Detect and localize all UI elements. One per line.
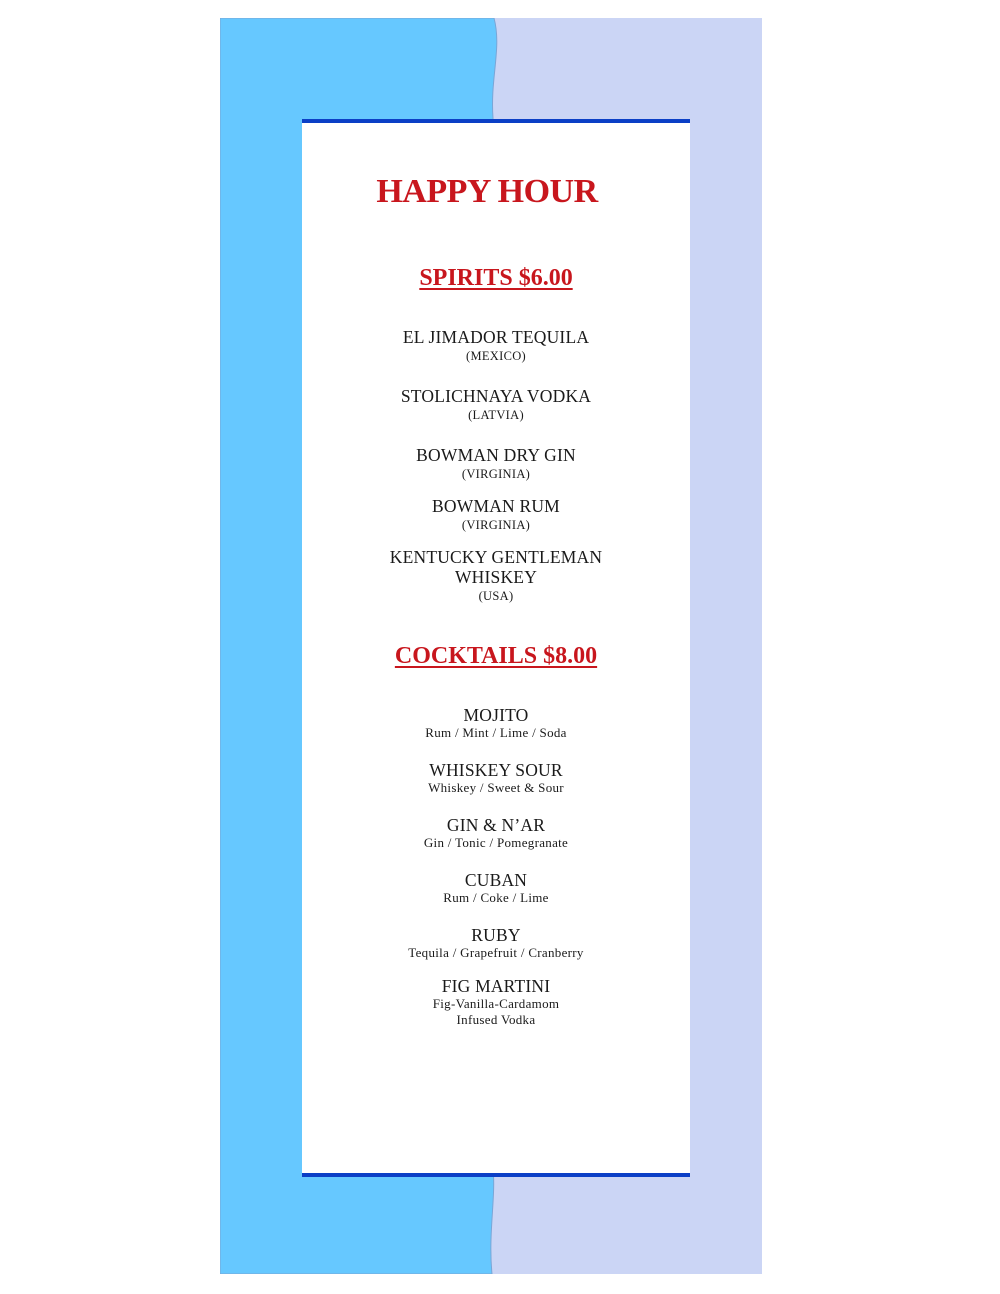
menu-card — [302, 119, 690, 1177]
spirit-item — [302, 327, 690, 364]
cocktail-description-line1: Fig-Vanilla-Cardamom — [432, 996, 560, 1011]
cocktail-description: Gin / Tonic / Pomegranate — [423, 835, 569, 850]
spirit-name: EL JIMADOR TEQUILA — [402, 327, 590, 347]
spirit-name-line1: KENTUCKY GENTLEMAN — [389, 547, 603, 567]
cocktail-name: FIG MARTINI — [441, 976, 551, 996]
spirit-item — [302, 496, 690, 533]
cocktail-item — [302, 760, 690, 796]
cocktail-name: CUBAN — [464, 870, 528, 890]
cocktail-item — [302, 870, 690, 906]
cocktail-name: RUBY — [471, 925, 521, 945]
cocktail-item — [302, 976, 690, 1028]
cocktail-item — [302, 705, 690, 741]
cocktail-item — [302, 925, 690, 961]
cocktail-description: Whiskey / Sweet & Sour — [428, 780, 564, 795]
cocktail-item — [302, 815, 690, 851]
spirit-origin: (MEXICO) — [465, 349, 527, 363]
spirit-item — [302, 445, 690, 482]
cocktail-description: Rum / Mint / Lime / Soda — [425, 725, 567, 740]
spirit-item — [302, 547, 690, 604]
cocktail-description: Tequila / Grapefruit / Cranberry — [408, 945, 584, 960]
spirit-name: STOLICHNAYA VODKA — [400, 386, 592, 406]
spirit-origin: (LATVIA) — [468, 408, 524, 422]
cocktail-name: GIN & N’AR — [446, 815, 546, 835]
spirit-name-line2: WHISKEY — [454, 567, 538, 587]
cocktail-description: Rum / Coke / Lime — [443, 890, 549, 905]
cocktail-description-line2: Infused Vodka — [456, 1012, 536, 1027]
spirit-origin: (VIRGINIA) — [461, 467, 531, 481]
spirit-name: BOWMAN RUM — [432, 496, 560, 516]
spirit-name: BOWMAN DRY GIN — [416, 445, 576, 465]
spirit-item — [302, 386, 690, 423]
cocktail-name: WHISKEY SOUR — [429, 760, 563, 780]
spirits-heading: SPIRITS $6.00 — [419, 265, 573, 291]
spirit-origin: (USA) — [478, 589, 514, 603]
cocktails-heading: COCKTAILS $8.00 — [394, 643, 598, 669]
spirit-origin: (VIRGINIA) — [461, 518, 531, 532]
menu-title: HAPPY HOUR — [376, 173, 598, 210]
cocktail-name: MOJITO — [463, 705, 529, 725]
